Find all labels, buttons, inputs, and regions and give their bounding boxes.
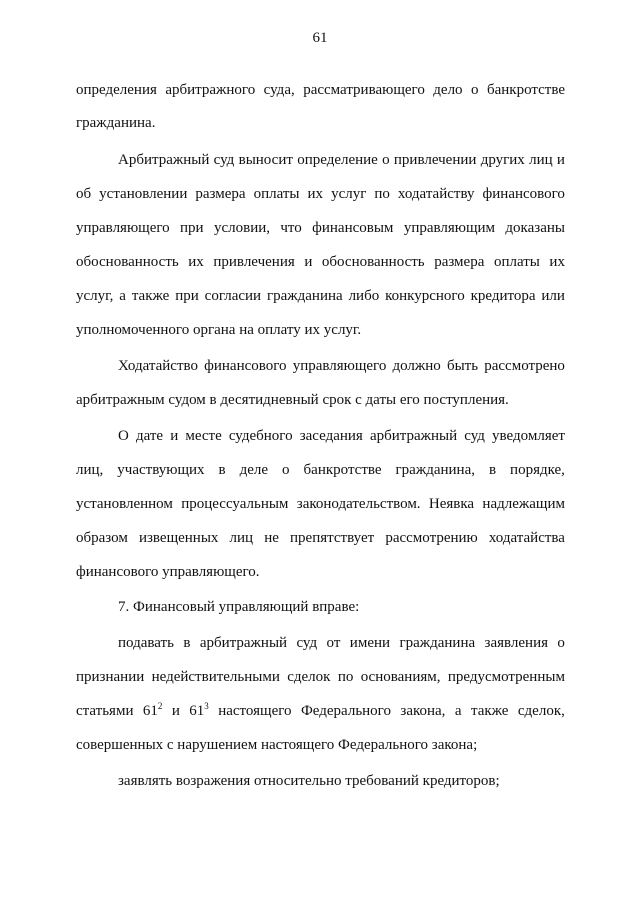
text-line (76, 218, 565, 238)
word: или (541, 288, 565, 304)
word: управляющего (76, 220, 170, 236)
text-line (76, 494, 565, 514)
word: и (171, 703, 180, 719)
text-line: совершенных с нарушением настоящего Федерального закона; (76, 737, 478, 753)
word: арбитражный (199, 635, 288, 651)
text-line: уполномоченного органа на оплату их услуг. (76, 322, 362, 338)
word: конкурсного (385, 288, 465, 304)
word: процессуальным (181, 496, 289, 512)
word: Ходатайство (118, 358, 198, 374)
word: установлении (99, 186, 188, 202)
text-line: 7. Финансовый управляющий вправе: (118, 599, 360, 615)
word: лиц (229, 530, 254, 546)
footnote-mark: 3 (204, 701, 209, 711)
word: установленном (76, 496, 173, 512)
word: а (454, 703, 462, 719)
word: управляющим (403, 220, 496, 236)
text-line (76, 528, 565, 548)
text-line: финансового управляющего. (76, 564, 260, 580)
word: суд (296, 635, 318, 651)
text-line (76, 286, 565, 306)
text-line (76, 80, 565, 100)
word: управляющего (292, 358, 387, 374)
word: ходатайству (397, 186, 475, 202)
word: услуг (331, 186, 367, 202)
word: закона, (400, 703, 446, 719)
word: банкротстве (486, 82, 565, 98)
word: финансового (204, 358, 287, 374)
word: Федерального (300, 703, 391, 719)
word: деле (239, 462, 269, 478)
page-number: 61 (312, 30, 328, 46)
word: финансовым (312, 220, 394, 236)
article-reference (189, 701, 209, 721)
word: дате (135, 428, 164, 444)
word: арбитражный (369, 428, 458, 444)
word: должно (392, 358, 441, 374)
word: предусмотренным (447, 669, 565, 685)
word: привлечении (393, 152, 477, 168)
word: оплаты (493, 254, 540, 270)
word: рассмотрению (385, 530, 478, 546)
word: сделок (287, 669, 331, 685)
word: признании (76, 669, 145, 685)
word: об (76, 186, 92, 202)
text-line: гражданина. (76, 115, 156, 131)
word: недействительными (151, 669, 280, 685)
word: арбитражного (165, 82, 256, 98)
word: оплаты (253, 186, 300, 202)
word: настоящего (218, 703, 292, 719)
word: статьями (76, 703, 134, 719)
word: при (180, 220, 204, 236)
word: в (183, 635, 191, 651)
word: в (218, 462, 226, 478)
text-line (118, 426, 565, 446)
word: 61 (142, 703, 158, 719)
word: также (470, 703, 509, 719)
word: что (280, 220, 302, 236)
word: месте (185, 428, 222, 444)
text-line: заявлять возражения относительно требований кредиторов; (118, 773, 500, 789)
word: согласии (204, 288, 262, 304)
word: финансового (482, 186, 565, 202)
text-line (118, 150, 565, 170)
word: не (264, 530, 279, 546)
word: гражданина, (395, 462, 475, 478)
text-line (76, 667, 565, 687)
word: лиц, (76, 462, 104, 478)
word: подавать (118, 635, 174, 651)
word: препятствует (290, 530, 375, 546)
word: надлежащим (482, 496, 565, 512)
word: обоснованность (76, 254, 179, 270)
word: в (488, 462, 497, 478)
word: гражданина (266, 288, 343, 304)
word: заседания (299, 428, 363, 444)
word: суд (464, 428, 485, 444)
word: извещенных (138, 530, 219, 546)
word: либо (348, 288, 380, 304)
text-line (76, 701, 565, 721)
word: и (556, 152, 565, 168)
word: других (480, 152, 525, 168)
word: судебного (228, 428, 293, 444)
word: основаниям, (360, 669, 441, 685)
word: обоснованность (321, 254, 425, 270)
word: лиц (529, 152, 553, 168)
word: банкротстве (303, 462, 382, 478)
word: быть (446, 358, 479, 374)
word: при (175, 288, 199, 304)
word: их (307, 186, 324, 202)
word: привлечения (213, 254, 295, 270)
word: ходатайства (488, 530, 565, 546)
word: о (557, 635, 565, 651)
word: о (282, 462, 290, 478)
word: определения (76, 82, 157, 98)
word: и (170, 428, 179, 444)
word: услуг, (76, 288, 114, 304)
word: дело (433, 82, 463, 98)
word: уведомляет (492, 428, 565, 444)
word: а (119, 288, 126, 304)
word: по (337, 669, 354, 685)
word: имени (349, 635, 391, 651)
word: участвующих (117, 462, 205, 478)
word: их (549, 254, 565, 270)
word: выносит (238, 152, 293, 168)
word: от (326, 635, 341, 651)
word: суда, (263, 82, 295, 98)
word: образом (76, 530, 128, 546)
word: условии, (213, 220, 270, 236)
text-line (76, 252, 565, 272)
word: рассматривающего (303, 82, 425, 98)
word: и (304, 254, 313, 270)
word: Арбитражный (118, 152, 210, 168)
article-reference (143, 701, 163, 721)
text-line (118, 356, 565, 376)
word: сделок, (517, 703, 565, 719)
word: О (118, 428, 129, 444)
word: о (471, 82, 479, 98)
word: определение (297, 152, 378, 168)
word: 61 (189, 703, 205, 719)
word: гражданина (399, 635, 476, 651)
text-line: арбитражным судом в десятидневный срок с даты его поступления. (76, 392, 509, 408)
word: законодательством. (296, 496, 421, 512)
footnote-mark: 2 (157, 701, 163, 711)
word: Неявка (428, 496, 475, 512)
word: также (131, 288, 170, 304)
word: рассмотрено (484, 358, 565, 374)
word: по (374, 186, 390, 202)
text-line (76, 460, 565, 480)
word: размера (434, 254, 485, 270)
text-line (76, 184, 565, 204)
word: порядке, (510, 462, 565, 478)
word: размера (195, 186, 246, 202)
word: кредитора (470, 288, 536, 304)
word: суд (213, 152, 235, 168)
word: заявления (484, 635, 549, 651)
word: их (188, 254, 204, 270)
text-line (118, 633, 565, 653)
word: доказаны (505, 220, 565, 236)
word: о (382, 152, 390, 168)
